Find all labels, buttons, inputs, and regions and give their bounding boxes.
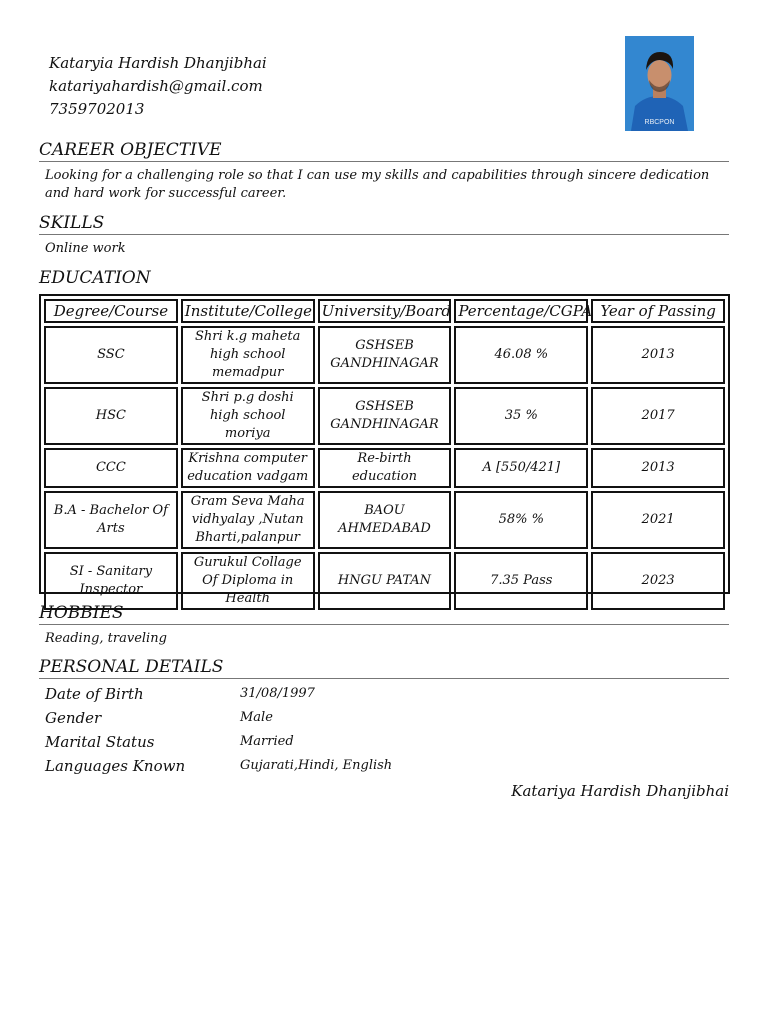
profile-photo-image <box>625 36 694 131</box>
header-year: Year of Passing <box>591 299 725 323</box>
applicant-name: Kataryia Hardish Dhanjibhai <box>49 54 267 72</box>
cell-university: GSHSEB GANDHINAGAR <box>318 387 452 445</box>
table-row <box>44 326 725 384</box>
shirt-text: RBCPON <box>644 119 675 126</box>
signature-name: Katariya Hardish Dhanjibhai <box>511 782 729 800</box>
marital-status-label: Marital Status <box>45 733 155 751</box>
table-row <box>44 491 725 549</box>
header-percentage: Percentage/CGPA <box>454 299 588 323</box>
contact-block <box>49 52 267 121</box>
cell-university: Re-birth education <box>318 448 452 488</box>
career-objective-heading: CAREER OBJECTIVE <box>39 140 729 162</box>
cell-percentage: A [550/421] <box>454 448 588 488</box>
header-university: University/Board <box>318 299 452 323</box>
gender-value: Male <box>240 710 273 725</box>
dob-label: Date of Birth <box>45 685 144 703</box>
hobbies-heading: HOBBIES <box>39 603 729 625</box>
education-heading: EDUCATION <box>39 268 151 288</box>
skills-text: Online work <box>45 241 126 256</box>
applicant-phone: 7359702013 <box>49 100 145 118</box>
dob-value: 31/08/1997 <box>240 686 315 701</box>
cell-institute: Gram Seva Maha vidhyalay ,Nutan Bharti,palanpur <box>181 491 315 549</box>
education-table-frame <box>39 294 730 606</box>
gender-label: Gender <box>45 709 102 727</box>
cell-year: 2023 <box>591 552 725 610</box>
header-degree: Degree/Course <box>44 299 178 323</box>
cell-degree: SI - Sanitary Inspector <box>44 552 178 610</box>
cell-degree: HSC <box>44 387 178 445</box>
personal-details-heading: PERSONAL DETAILS <box>39 657 729 679</box>
cell-university: HNGU PATAN <box>318 552 452 610</box>
hobbies-text: Reading, traveling <box>45 631 167 646</box>
table-row <box>44 552 725 610</box>
cell-percentage: 35 % <box>454 387 588 445</box>
cell-degree: CCC <box>44 448 178 488</box>
cell-degree: SSC <box>44 326 178 384</box>
profile-photo <box>625 36 694 131</box>
cell-degree: B.A - Bachelor Of Arts <box>44 491 178 549</box>
cell-institute: Krishna computer education vadgam <box>181 448 315 488</box>
education-header-row <box>44 299 725 323</box>
cell-year: 2013 <box>591 326 725 384</box>
skills-heading: SKILLS <box>39 213 729 235</box>
cell-year: 2017 <box>591 387 725 445</box>
cell-percentage: 7.35 Pass <box>454 552 588 610</box>
cell-year: 2013 <box>591 448 725 488</box>
cell-institute: Gurukul Collage Of Diploma in Health <box>181 552 315 610</box>
cell-percentage: 58% % <box>454 491 588 549</box>
table-row <box>44 448 725 488</box>
cell-institute: Shri k.g maheta high school memadpur <box>181 326 315 384</box>
languages-value: Gujarati,Hindi, English <box>240 758 393 773</box>
marital-status-value: Married <box>240 734 294 749</box>
applicant-email: katariyahardish@gmail.com <box>49 77 263 95</box>
education-table <box>41 296 728 613</box>
cell-university: GSHSEB GANDHINAGAR <box>318 326 452 384</box>
languages-label: Languages Known <box>45 757 186 775</box>
cell-year: 2021 <box>591 491 725 549</box>
cell-university: BAOU AHMEDABAD <box>318 491 452 549</box>
header-institute: Institute/College <box>181 299 315 323</box>
table-row <box>44 387 725 445</box>
cell-percentage: 46.08 % <box>454 326 588 384</box>
cell-institute: Shri p.g doshi high school moriya <box>181 387 315 445</box>
career-objective-text: Looking for a challenging role so that I can use my skills and capabilities through sincere dedication and hard work for successful career. <box>45 168 710 201</box>
